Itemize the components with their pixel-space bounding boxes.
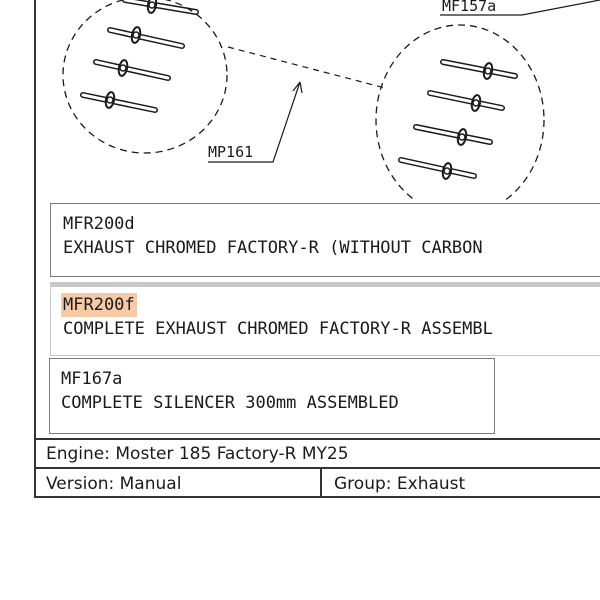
part-description: COMPLETE SILENCER 300mm ASSEMBLED [61,393,399,413]
rivet-icon [96,59,168,78]
part-code-highlighted: MFR200f [63,295,135,315]
part-entry-mfr200d[interactable] [50,203,600,277]
part-description: COMPLETE EXHAUST CHROMED FACTORY-R ASSEMBL [63,319,493,339]
callout-mf157a[interactable]: MF157a [442,0,497,15]
rivet-icon [443,62,515,80]
exploded-diagram [0,0,600,200]
engine-label: Engine: Moster 185 Factory-R MY25 [46,444,349,464]
part-code: MF167a [61,369,123,389]
connector-dashed-line [228,47,385,88]
callout-mp161[interactable]: MP161 [208,143,254,161]
engine-row [34,438,600,467]
version-group-row [34,467,600,498]
version-label: Version: Manual [46,474,182,494]
group-label: Group: Exhaust [334,474,466,494]
part-description: EXHAUST CHROMED FACTORY-R (WITHOUT CARBON [63,238,483,258]
left-group-ellipse [63,0,227,153]
rivet-icon [83,91,155,110]
rivet-icon [110,26,182,46]
part-entry-mfr200f-selected[interactable] [50,282,600,356]
rivet-group-right [401,62,515,180]
rivet-icon [430,93,502,112]
part-entry-mf167a[interactable] [49,358,495,434]
rivet-group-left [83,0,196,110]
sheet-border-left [34,0,36,498]
rivet-icon [401,160,474,180]
rivet-icon [416,127,490,146]
column-divider [320,469,322,496]
rivet-icon [125,0,196,14]
part-code: MFR200d [63,214,135,234]
mp161-arrowhead [293,82,302,93]
